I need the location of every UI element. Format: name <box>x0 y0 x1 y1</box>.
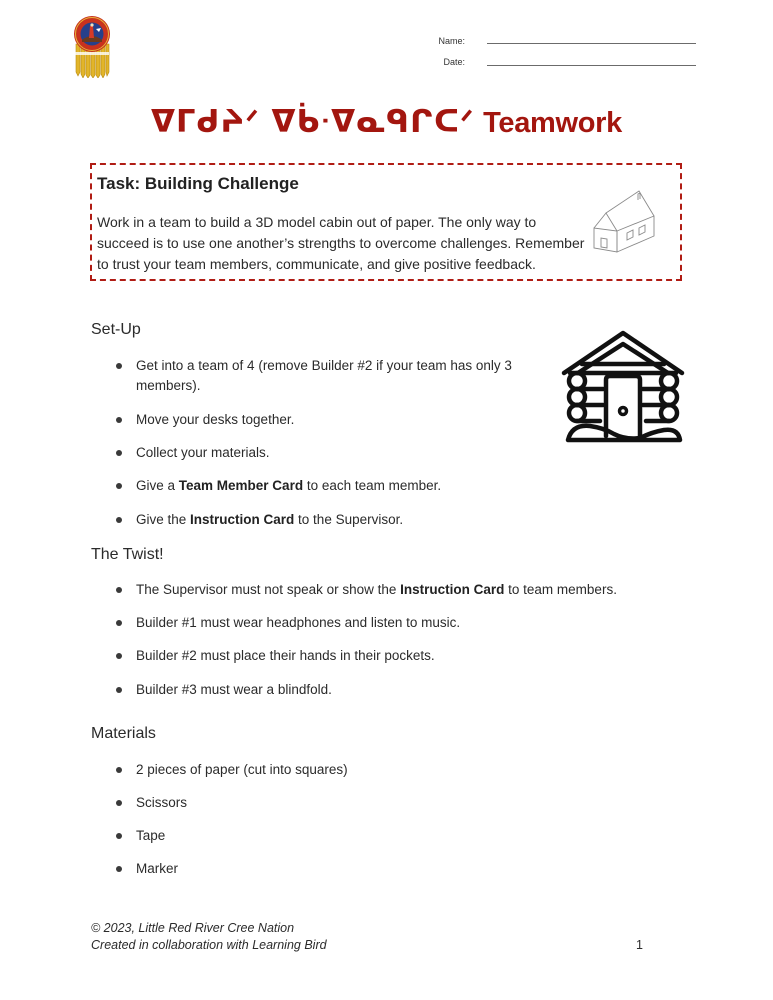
item-text: 2 pieces of paper (cut into squares) <box>136 762 348 777</box>
materials-list-item <box>136 826 536 846</box>
bullet-icon <box>116 363 122 369</box>
bullet-icon <box>116 833 122 839</box>
item-text: Tape <box>136 828 166 843</box>
item-text: Scissors <box>136 795 188 810</box>
setup-list-item <box>136 476 531 496</box>
twist-list-item <box>136 680 656 700</box>
cree-nation-logo-icon <box>70 14 114 78</box>
item-text: Give a <box>136 478 179 493</box>
twist-heading: The Twist! <box>91 546 164 563</box>
setup-list-item <box>136 356 531 396</box>
item-text: The Supervisor must not speak or show the <box>136 582 401 597</box>
bullet-icon <box>116 866 122 872</box>
setup-list-item <box>136 510 531 530</box>
bullet-icon <box>116 767 122 773</box>
setup-list-item <box>136 443 531 463</box>
footer-copyright: © 2023, Little Red River Cree Nation <box>91 921 295 935</box>
paper-house-icon <box>590 188 660 253</box>
materials-list-item <box>136 760 536 780</box>
page-title <box>0 104 773 140</box>
item-text: to team members. <box>504 582 617 597</box>
twist-list-item <box>136 613 656 633</box>
date-field[interactable] <box>487 65 696 66</box>
twist-list-item <box>136 580 656 600</box>
bullet-icon <box>116 653 122 659</box>
bullet-icon <box>116 587 122 593</box>
item-text: Get into a team of 4 (remove Builder #2 if your team has only 3 members). <box>136 358 512 393</box>
bullet-icon <box>116 483 122 489</box>
bullet-icon <box>116 417 122 423</box>
item-text: Give the <box>136 512 191 527</box>
page-number: 1 <box>636 938 643 952</box>
bullet-icon <box>116 517 122 523</box>
item-bold-text: Instruction Card <box>400 582 505 597</box>
bullet-icon <box>116 450 122 456</box>
bullet-icon <box>116 620 122 626</box>
materials-list-item <box>136 793 536 813</box>
log-cabin-icon <box>560 328 686 452</box>
task-description: Work in a team to build a 3D model cabin out of paper. The only way to succeed is to use one another’s strengths to overcome challenges. Remember to trust your team members, communicate, and give positive feedback. <box>97 214 585 272</box>
materials-heading: Materials <box>91 725 156 742</box>
materials-list-item <box>136 859 536 879</box>
date-label: Date: <box>443 57 465 67</box>
item-text: Builder #2 must place their hands in their pockets. <box>136 648 435 663</box>
footer-credit: Created in collaboration with Learning Bird <box>91 938 327 952</box>
item-text: Collect your materials. <box>136 445 270 460</box>
title-english: Teamwork <box>483 107 622 139</box>
item-text: Move your desks together. <box>136 412 295 427</box>
setup-heading: Set-Up <box>91 321 141 338</box>
item-bold-text: Instruction Card <box>190 512 295 527</box>
bullet-icon <box>116 687 122 693</box>
title-syllabics: ᐁᒥᑯᔨᐟ ᐁᑳᐧᐁᓇᑫᒋᑕᐟ <box>151 104 475 140</box>
twist-list-item <box>136 646 656 666</box>
name-field[interactable] <box>487 43 696 44</box>
setup-list-item <box>136 410 531 430</box>
item-text: Builder #3 must wear a blindfold. <box>136 682 332 697</box>
item-text: Builder #1 must wear headphones and listen to music. <box>136 615 461 630</box>
item-text: Marker <box>136 861 179 876</box>
item-text: to each team member. <box>303 478 442 493</box>
name-label: Name: <box>438 36 465 46</box>
bullet-icon <box>116 800 122 806</box>
item-text: to the Supervisor. <box>294 512 404 527</box>
item-bold-text: Team Member Card <box>178 478 304 493</box>
task-heading: Task: Building Challenge <box>97 174 299 193</box>
